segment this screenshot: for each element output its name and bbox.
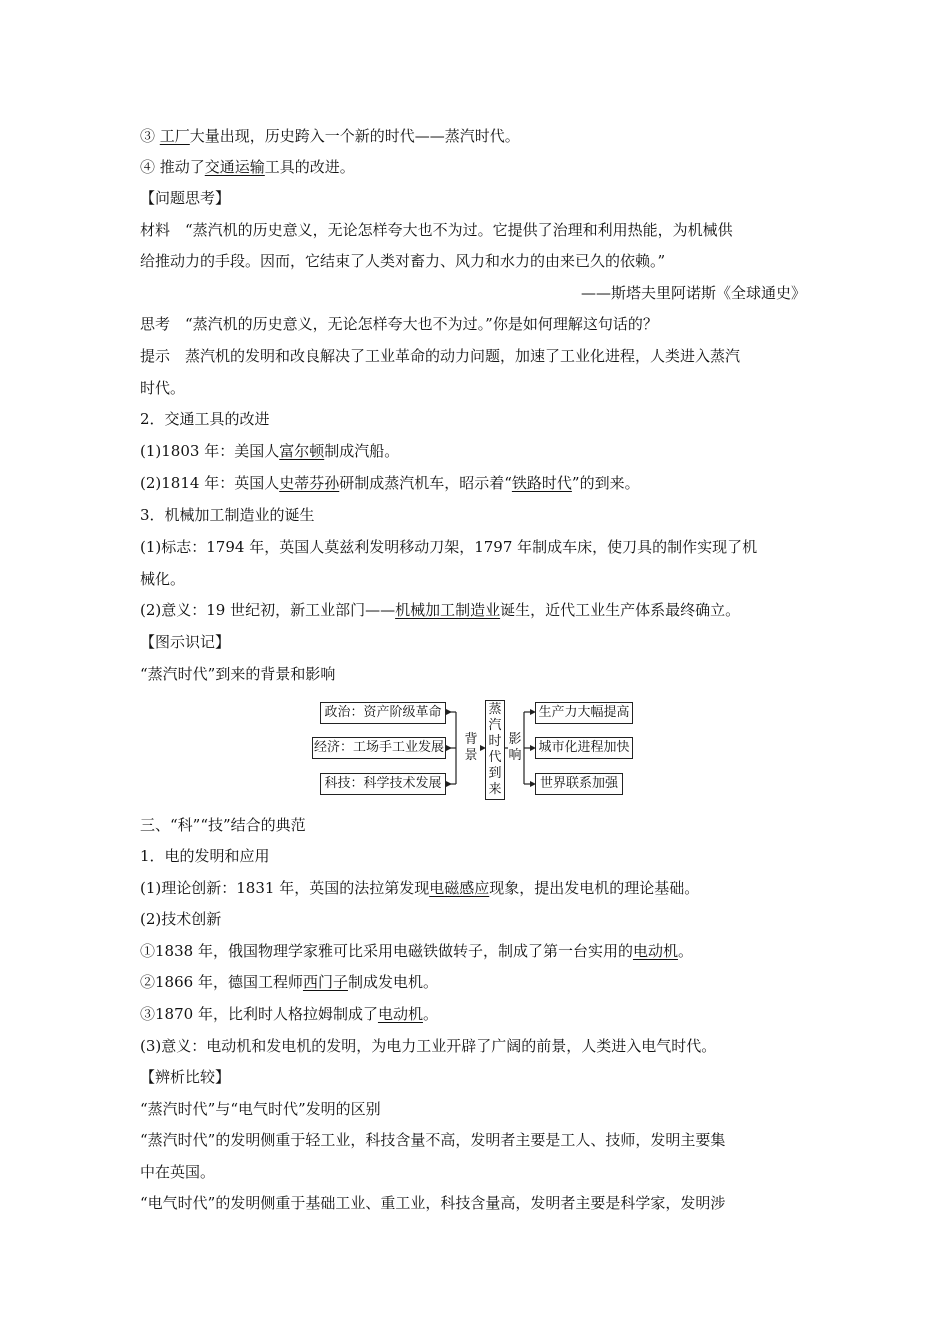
text-line: “蒸汽时代”到来的背景和影响	[140, 665, 336, 683]
text-line: 思考 “蒸汽机的历史意义，无论怎样夸大也不为过。”你是如何理解这句话的？	[140, 315, 658, 333]
impact-label: 影响	[508, 732, 522, 763]
text-line: (2)1814 年：英国人史蒂芬孙研制成蒸汽机车，昭示着“铁路时代”的到来。	[140, 474, 640, 492]
subheading: 2．交通工具的改进	[140, 410, 270, 428]
text-line: 中在英国。	[140, 1163, 216, 1181]
text-line: ③ 工厂大量出现，历史跨入一个新的时代——蒸汽时代。	[140, 127, 520, 145]
text-line: 给推动力的手段。因而，它结束了人类对畜力、风力和水力的由来已久的依赖。”	[140, 252, 666, 270]
text-line: (3)意义：电动机和发电机的发明，为电力工业开辟了广阔的前景，人类进入电气时代。	[140, 1037, 717, 1055]
section-heading: 三、“科”“技”结合的典范	[140, 816, 306, 834]
text-line: “电气时代”的发明侧重于基础工业、重工业，科技含量高，发明者主要是科学家，发明涉	[140, 1194, 726, 1212]
text-line: “蒸汽时代”与“电气时代”发明的区别	[140, 1100, 381, 1118]
impact-box-productivity: 生产力大幅提高	[535, 702, 633, 724]
impact-box-world-connection: 世界联系加强	[535, 773, 623, 795]
background-box-economy: 经济：工场手工业发展	[312, 737, 446, 759]
text-line: 时代。	[140, 379, 186, 397]
subheading: 1．电的发明和应用	[140, 847, 270, 865]
section-heading: 【图示识记】	[140, 633, 231, 651]
text-line: (1)理论创新：1831 年，英国的法拉第发现电磁感应现象，提出发电机的理论基础。	[140, 879, 700, 897]
text-line: ③1870 年，比利时人格拉姆制成了电动机。	[140, 1005, 438, 1023]
text-line: 械化。	[140, 570, 186, 588]
background-box-politics: 政治：资产阶级革命	[320, 702, 446, 724]
text-line: (1)1803 年：美国人富尔顿制成汽船。	[140, 442, 400, 460]
text-line: (2)技术创新	[140, 910, 222, 928]
section-heading: 【辨析比较】	[140, 1068, 231, 1086]
text-line: “蒸汽时代”的发明侧重于轻工业，科技含量不高，发明者主要是工人、技师，发明主要集	[140, 1131, 726, 1149]
center-box: 蒸汽时代到来	[485, 700, 505, 800]
text-line: (2)意义：19 世纪初，新工业部门——机械加工制造业诞生，近代工业生产体系最终确立。	[140, 601, 741, 619]
text-line: (1)标志：1794 年，英国人莫兹利发明移动刀架，1797 年制成车床，使刀具的制作实现了机	[140, 538, 758, 556]
text-line: ④ 推动了交通运输工具的改进。	[140, 158, 355, 176]
text-line: 提示 蒸汽机的发明和改良解决了工业革命的动力问题，加速了工业化进程，人类进入蒸汽	[140, 347, 741, 365]
section-heading: 【问题思考】	[140, 189, 231, 207]
background-label: 背景	[464, 732, 478, 763]
subheading: 3．机械加工制造业的诞生	[140, 506, 315, 524]
text-line: ②1866 年，德国工程师西门子制成发电机。	[140, 973, 438, 991]
background-box-technology: 科技：科学技术发展	[320, 773, 446, 795]
text-line: ①1838 年，俄国物理学家雅可比采用电磁铁做转子，制成了第一台实用的电动机。	[140, 942, 693, 960]
text-line: 材料 “蒸汽机的历史意义，无论怎样夸大也不为过。它提供了治理和利用热能，为机械供	[140, 221, 733, 239]
citation: ——斯塔夫里阿诺斯《全球通史》	[580, 284, 806, 302]
impact-box-urbanization: 城市化进程加快	[535, 737, 633, 759]
